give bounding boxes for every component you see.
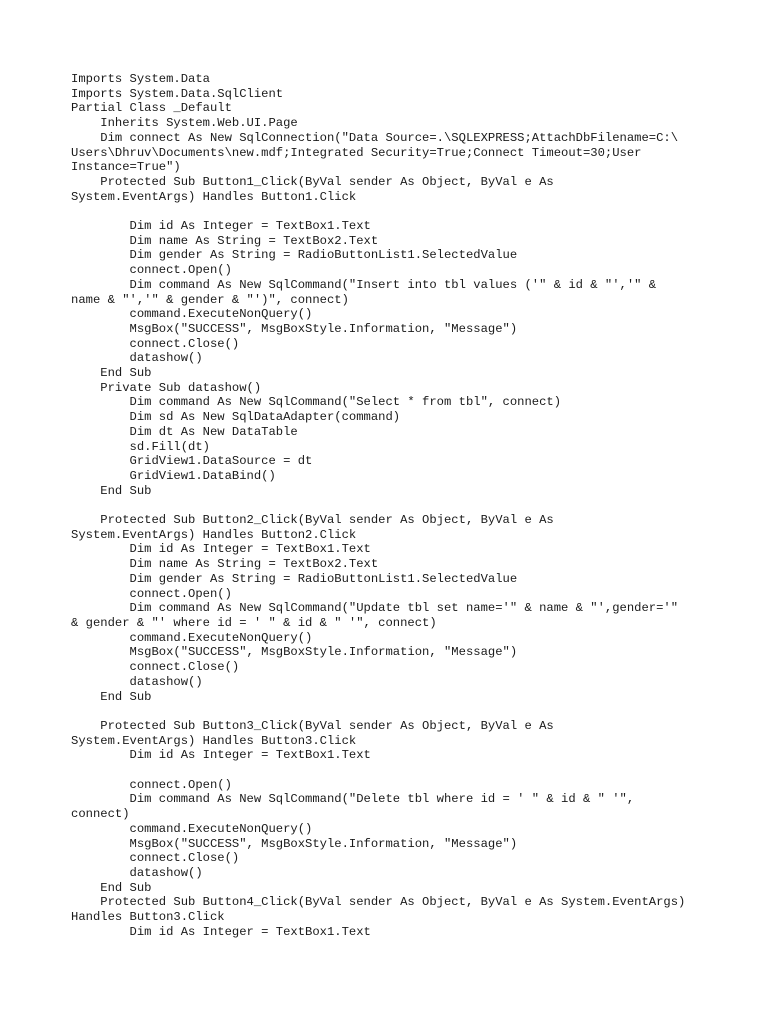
code-line: GridView1.DataBind() [71, 468, 276, 483]
code-line: command.ExecuteNonQuery() [71, 307, 313, 322]
code-line: System.EventArgs) Handles Button3.Click [71, 733, 357, 748]
code-line: command.ExecuteNonQuery() [71, 821, 313, 836]
code-line: Dim command As New SqlCommand("Delete tbl where id = ' " & id & " '", [71, 792, 635, 807]
code-line: Dim gender As String = RadioButtonList1.SelectedValue [71, 248, 518, 263]
code-line: connect.Close() [71, 660, 240, 675]
code-line: MsgBox("SUCCESS", MsgBoxStyle.Information, "Message") [71, 645, 518, 660]
code-line: End Sub [71, 366, 152, 381]
code-line: Imports System.Data [71, 72, 210, 86]
code-line: MsgBox("SUCCESS", MsgBoxStyle.Information, "Message") [71, 321, 518, 336]
code-line: Dim gender As String = RadioButtonList1.SelectedValue [71, 571, 518, 586]
code-line: Dim sd As New SqlDataAdapter(command) [71, 410, 401, 425]
code-line: Dim id As Integer = TextBox1.Text [71, 542, 371, 557]
code-line: Dim id As Integer = TextBox1.Text [71, 924, 371, 939]
code-line: Dim command As New SqlCommand("Update tbl set name='" & name & "',gender='" [71, 601, 679, 616]
code-line: datashow() [71, 865, 203, 880]
code-line: MsgBox("SUCCESS", MsgBoxStyle.Information, "Message") [71, 836, 518, 851]
code-line: Users\Dhruv\Documents\new.mdf;Integrated Security=True;Connect Timeout=30;User [71, 145, 642, 160]
code-line: connect.Open() [71, 263, 232, 278]
code-line: End Sub [71, 483, 152, 498]
code-line [71, 204, 731, 219]
code-line: Protected Sub Button3_Click(ByVal sender As Object, ByVal e As [71, 718, 554, 733]
code-line: Inherits System.Web.UI.Page [71, 116, 298, 131]
code-line: Dim connect As New SqlConnection("Data Source=.\SQLEXPRESS;AttachDbFilename=C:\ [71, 130, 679, 145]
code-line: connect.Close() [71, 851, 240, 866]
code-line: Dim id As Integer = TextBox1.Text [71, 748, 371, 763]
code-line: GridView1.DataSource = dt [71, 454, 313, 469]
code-line: Dim id As Integer = TextBox1.Text [71, 219, 371, 234]
code-line [71, 498, 731, 513]
code-line: Imports System.Data.SqlClient [71, 86, 284, 101]
code-line: System.EventArgs) Handles Button1.Click [71, 189, 357, 204]
code-line: End Sub [71, 689, 152, 704]
code-line: Private Sub datashow() [71, 380, 262, 395]
code-line: Protected Sub Button1_Click(ByVal sender As Object, ByVal e As [71, 174, 554, 189]
code-line: System.EventArgs) Handles Button2.Click [71, 527, 357, 542]
code-line: Dim dt As New DataTable [71, 424, 298, 439]
code-line: connect.Open() [71, 586, 232, 601]
code-line: command.ExecuteNonQuery() [71, 630, 313, 645]
code-line: Protected Sub Button4_Click(ByVal sender As Object, ByVal e As System.EventArgs) [71, 895, 686, 910]
code-line: datashow() [71, 674, 203, 689]
code-line: Dim name As String = TextBox2.Text [71, 557, 379, 572]
code-line: Protected Sub Button2_Click(ByVal sender As Object, ByVal e As [71, 513, 554, 528]
code-line [71, 704, 731, 719]
code-line: connect.Close() [71, 336, 240, 351]
code-line: Dim command As New SqlCommand("Select * from tbl", connect) [71, 395, 562, 410]
code-line: End Sub [71, 880, 152, 895]
code-line: name & "','" & gender & "')", connect) [71, 292, 349, 307]
code-line: Handles Button3.Click [71, 910, 225, 925]
code-line: connect) [71, 807, 130, 822]
code-line: Dim command As New SqlCommand("Insert into tbl values ('" & id & "','" & [71, 277, 657, 292]
code-listing [71, 72, 731, 939]
code-line: datashow() [71, 351, 203, 366]
code-line: sd.Fill(dt) [71, 439, 210, 454]
code-line: & gender & "' where id = ' " & id & " '", connect) [71, 615, 437, 630]
code-line: connect.Open() [71, 777, 232, 792]
code-line: Dim name As String = TextBox2.Text [71, 233, 379, 248]
code-line: Partial Class _Default [71, 101, 232, 116]
code-line: Instance=True") [71, 160, 181, 175]
code-line [71, 763, 731, 778]
